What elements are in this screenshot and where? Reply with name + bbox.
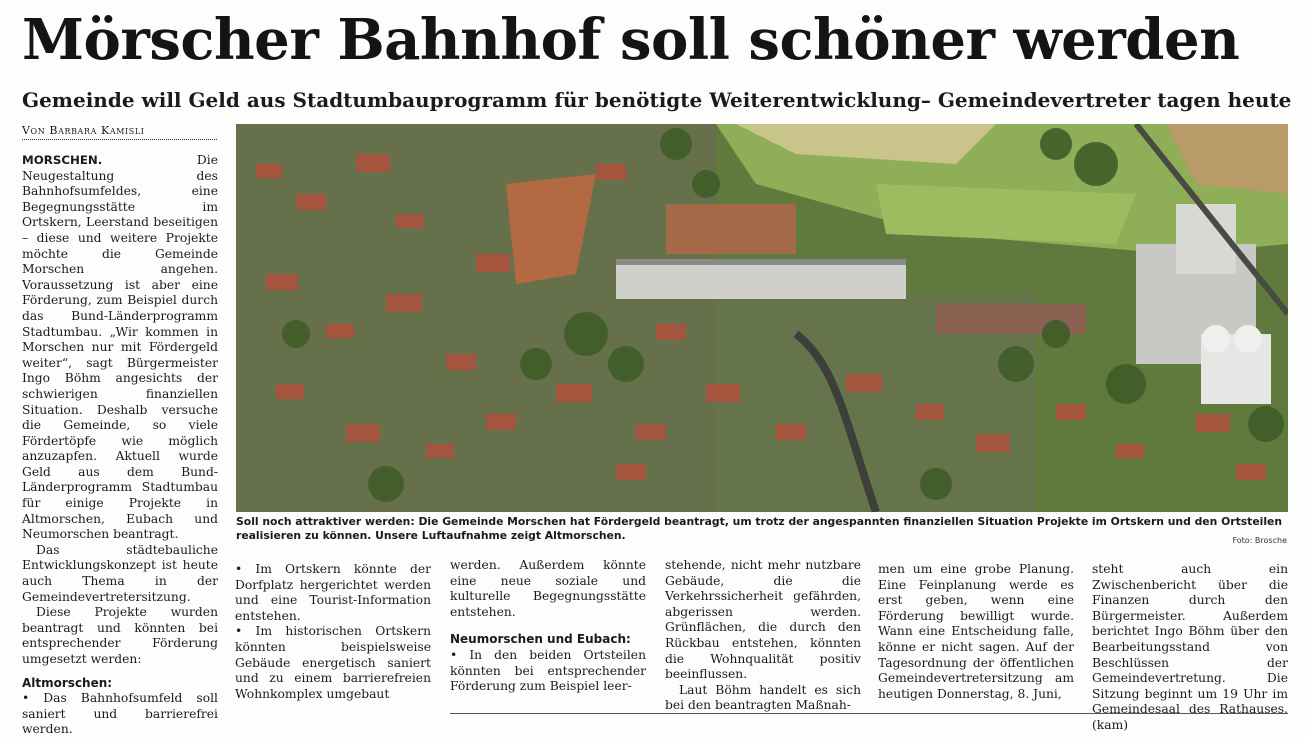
bullet-dorfplatz: • Im Ortskern könnte der Dorfplatz hergerichtet werden und eine Tourist-Information entstehen. xyxy=(235,562,431,623)
article-column-5 xyxy=(878,562,1074,702)
bullet-bahnhofsumfeld: • Das Bahnhofsumfeld soll saniert und barrierefrei werden. xyxy=(22,691,218,737)
article-column-2 xyxy=(235,562,431,702)
bullet-ortskern: • Im historischen Ortskern könnten beispielsweise Gebäude energetisch saniert und zu einem barrierefreien Wohnkomplex umgebaut xyxy=(235,624,431,701)
photo-caption: Soll noch attraktiver werden: Die Gemeinde Morschen hat Fördergeld beantragt, um trotz der angespannten finanziellen Situation Projekte im Ortskern und den Ortsteilen realisieren zu können. Unsere Luftaufnahme zeigt Altmorschen. xyxy=(236,515,1283,542)
subheading-altmorschen: Altmorschen: xyxy=(22,675,113,690)
paragraph-projects: Diese Projekte wurden beantragt und könnten bei entsprechender Förderung umgesetzt werden: xyxy=(22,605,218,666)
subheadline: Gemeinde will Geld aus Stadtumbauprogramm für benötigte Weiterentwicklung– Gemeindevertreter tagen heute xyxy=(22,88,1292,112)
bullet-ortskern-cont: werden. Außerdem könnte eine neue soziale und kulturelle Begegnungsstätte entstehen. xyxy=(450,558,646,619)
paragraph-planung-cont: men um eine grobe Planung. Eine Feinplanung werde es erst geben, wenn eine Förderung bewilligt wurde. Wann eine Entscheidung falle, könne er nicht sagen. Auf der Tagesordnung der öffentlichen Gemeindevertretersitzung am heutigen Donnerstag, 8. Juni, xyxy=(878,562,1074,701)
paragraph-sitzung: steht auch ein Zwischenbericht über die Finanzen durch den Bürgermeister. Außerdem berichtet Ingo Böhm über den Bearbeitungsstand von Beschlüssen der Gemeindevertretung. Die Sitzung beginnt um 19 Uhr im Gemeindesaal des Rathauses. (kam) xyxy=(1092,562,1288,732)
bottom-rule xyxy=(450,713,1288,714)
photo-credit: Foto: Brosche xyxy=(1232,536,1287,545)
paragraph-planung: Laut Böhm handelt es sich bei den beantragten Maßnah- xyxy=(665,682,861,713)
paragraph-concept: Das städtebauliche Entwicklungskonzept ist heute auch Thema in der Gemeindevertretersitzung. xyxy=(22,542,218,604)
headline: Mörscher Bahnhof soll schöner werden xyxy=(22,7,1240,73)
article-column-6 xyxy=(1092,562,1288,734)
paragraph-intro: Die Neugestaltung des Bahnhofsumfeldes, eine Begegnungsstätte im Ortskern, Leerstand beseitigen – diese und weitere Projekte möchte die Gemeinde Morschen angehen. Voraussetzung ist aber eine Förderung, zum Beispiel durch das Bund-Länderprogramm Stadtumbau. „Wir kommen in Morschen nur mit Fördergeld weiter“, sagt Bürgermeister Ingo Böhm angesichts der schwierigen finanziellen Situation. Deshalb versuche die Gemeinde, so viele Fördertöpfe wie möglich anzuzapfen. Aktuell wurde Geld aus dem Bund-Länderprogramm Stadtumbau für einige Projekte in Altmorschen, Eubach und Neumorschen beantragt. xyxy=(22,153,218,542)
article-column-1 xyxy=(22,153,218,738)
aerial-photo-illustration xyxy=(236,124,1288,512)
aerial-photo-altmorschen xyxy=(236,124,1288,512)
article-column-3 xyxy=(450,558,646,695)
bullet-ortsteile-cont: stehende, nicht mehr nutzbare Gebäude, die die Verkehrssicherheit gefährden, abgerissen werden. Grünflächen, die durch den Rückbau entstehen, könnten die Wohnqualität positiv beeinflussen. xyxy=(665,558,861,682)
subheading-neumorschen-eubach: Neumorschen und Eubach: xyxy=(450,632,631,647)
dateline: MORSCHEN. xyxy=(22,153,103,167)
byline: Von Barbara Kamisli xyxy=(22,124,217,140)
article-column-4 xyxy=(665,558,861,714)
bullet-ortsteile: • In den beiden Ortsteilen könnten bei entsprechender Förderung zum Beispiel leer- xyxy=(450,647,646,694)
